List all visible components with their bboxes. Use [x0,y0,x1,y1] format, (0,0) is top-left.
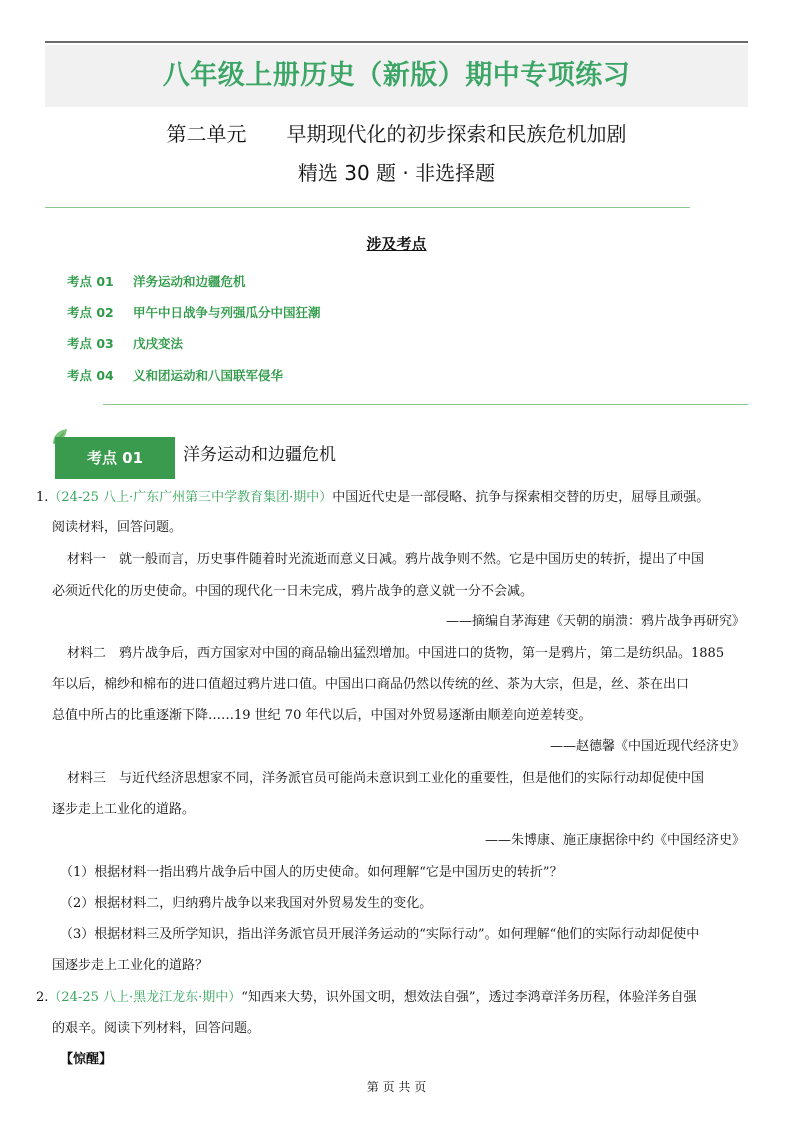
material-2-line: 年以后，棉纱和棉布的进口值超过鸦片进口值。中国出口商品仍然以传统的丝、茶为大宗，但是，丝、茶在出口 [52,677,690,692]
question-2-line: 的艰辛。阅读下列材料，回答问题。 [52,1021,261,1036]
sub-question: （1）根据材料一指出鸦片战争后中国人的历史使命。如何理解“它是中国历史的转折”？ [60,865,563,880]
unit-label: 第二单元 [166,122,247,146]
material-2-line: 材料二 鸦片战争后，西方国家对中国的商品输出猛烈增加。中国进口的货物，第一是鸦片，第二是纺织品。1885 [67,646,725,661]
question-1-line: 阅读材料，回答问题。 [52,520,183,535]
subtitle: 精选 30 题 · 非选择题 [297,161,496,185]
page-title: 八年级上册历史（新版）期中专项练习 [45,45,748,107]
material-2-citation: ——赵德馨《中国近现代经济史》 [549,739,745,754]
topics-heading: 涉及考点 [366,235,427,253]
section-tag-label: 考点 01 [55,437,175,479]
material-3-citation: ——朱博康、施正康据徐中约《中国经济史》 [484,833,745,848]
divider [45,207,690,208]
unit-line [0,118,793,147]
top-rule [45,41,748,43]
divider [103,404,748,405]
material-1-citation: ——摘编自茅海建《天朝的崩溃：鸦片战争再研究》 [445,614,745,629]
question-source: （24-25 八上·黑龙江龙东·期中） [48,990,242,1005]
sub-question: 国逐步走上工业化的道路？ [52,958,209,973]
page-footer: 第 页 共 页 [366,1080,427,1094]
sub-heading: 【惊醒】 [60,1052,113,1067]
topic-item: 考点 03 戊戌变法 [67,336,184,351]
section-title: 洋务运动和边疆危机 [183,445,336,465]
material-3-line: 逐步走上工业化的道路。 [52,802,196,817]
question-source: （24-25 八上·广东广州第三中学教育集团·期中） [48,490,333,505]
topic-item: 考点 04 义和团运动和八国联军侵华 [67,368,284,383]
material-1-line: 材料一 就一般而言，历史事件随着时光流逝而意义日减。鸦片战争则不然。它是中国历史的转折，提出了中国 [67,552,705,567]
material-2-line: 总值中所占的比重逐渐下降……19 世纪 70 年代以后，中国对外贸易逐渐由顺差向逆差转变。 [52,708,592,723]
material-3-line: 材料三 与近代经济思想家不同，洋务派官员可能尚未意识到工业化的重要性，但是他们的实际行动却促使中国 [67,771,705,786]
sub-question: （2）根据材料二，归纳鸦片战争以来我国对外贸易发生的变化。 [60,896,433,911]
question-2-line: 2.（24-25 八上·黑龙江龙东·期中）“知西来大势，识外国文明，想效法自强”，透过李鸿章洋务历程，体验洋务自强 [36,990,697,1005]
sub-question: （3）根据材料三及所学知识，指出洋务派官员开展洋务运动的“实际行动”。如何理解“他们的实际行动却促使中 [60,927,700,942]
topic-item: 考点 01 洋务运动和边疆危机 [67,274,246,289]
material-1-line: 必须近代化的历史使命。中国的现代化一日未完成，鸦片战争的意义就一分不会减。 [52,584,534,599]
topic-item: 考点 02 甲午中日战争与列强瓜分中国狂潮 [67,305,321,320]
question-1-line: 1.（24-25 八上·广东广州第三中学教育集团·期中）中国近代史是一部侵略、抗争与探索相交替的历史，屈辱且顽强。 [36,490,710,505]
unit-name: 早期现代化的初步探索和民族危机加剧 [286,122,627,146]
